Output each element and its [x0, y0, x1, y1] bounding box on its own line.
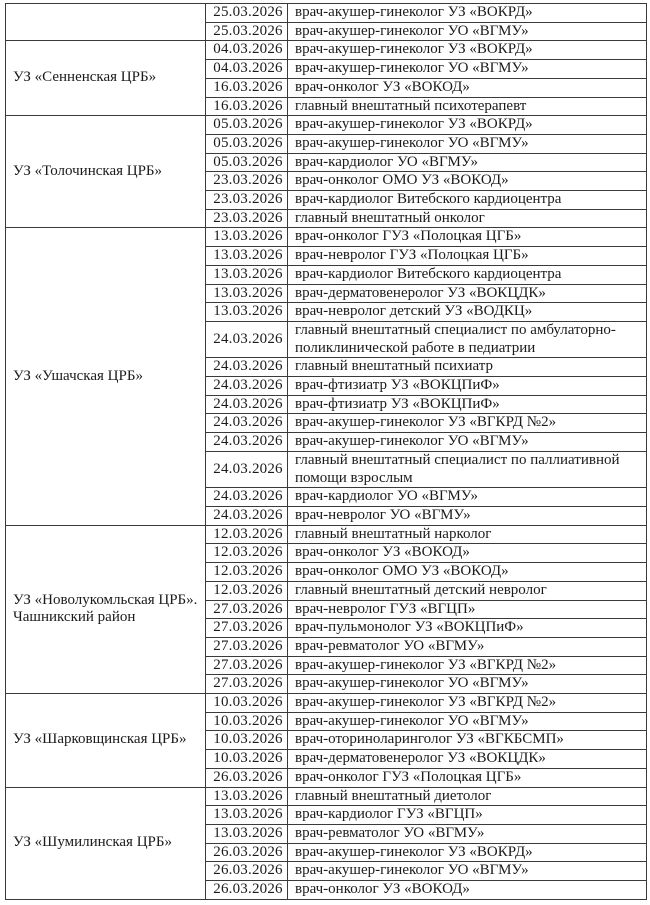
- facility-cell: УЗ «Толочинская ЦРБ»: [6, 116, 206, 228]
- visit-date-cell: 23.03.2026: [206, 172, 288, 191]
- specialist-cell: главный внештатный специалист по паллиативной помощи взрослым: [288, 451, 647, 487]
- visit-date-cell: 24.03.2026: [206, 321, 288, 357]
- visit-date-cell: 13.03.2026: [206, 824, 288, 843]
- visit-date-cell: 25.03.2026: [206, 22, 288, 41]
- specialist-cell: врач-фтизиатр УЗ «ВОКЦПиФ»: [288, 377, 647, 396]
- visit-date-cell: 26.03.2026: [206, 881, 288, 900]
- visit-date-cell: 24.03.2026: [206, 506, 288, 525]
- visit-date-cell: 24.03.2026: [206, 395, 288, 414]
- specialist-cell: врач-акушер-гинеколог УЗ «ВГКРД №2»: [288, 414, 647, 433]
- visit-date-cell: 27.03.2026: [206, 656, 288, 675]
- specialist-cell: врач-дерматовенеролог УЗ «ВОКЦДК»: [288, 284, 647, 303]
- specialist-cell: врач-ревматолог УО «ВГМУ»: [288, 824, 647, 843]
- visit-date-cell: 13.03.2026: [206, 787, 288, 806]
- specialist-cell: врач-онколог ГУЗ «Полоцкая ЦГБ»: [288, 768, 647, 787]
- visit-date-cell: 10.03.2026: [206, 712, 288, 731]
- facility-cell: УЗ «Шарковщинская ЦРБ»: [6, 694, 206, 788]
- specialist-cell: врач-акушер-гинеколог УЗ «ВОКРД»: [288, 843, 647, 862]
- visit-date-cell: 24.03.2026: [206, 433, 288, 452]
- specialist-cell: врач-акушер-гинеколог УЗ «ВОКРД»: [288, 41, 647, 60]
- visit-date-cell: 16.03.2026: [206, 78, 288, 97]
- visit-date-cell: 25.03.2026: [206, 4, 288, 23]
- table-row: [6, 41, 647, 60]
- specialist-cell: врач-онколог ОМО УЗ «ВОКОД»: [288, 172, 647, 191]
- specialist-cell: главный внештатный психиатр: [288, 358, 647, 377]
- specialist-cell: главный внештатный психотерапевт: [288, 97, 647, 116]
- visit-date-cell: 10.03.2026: [206, 731, 288, 750]
- visit-date-cell: 26.03.2026: [206, 768, 288, 787]
- facility-cell: [6, 4, 206, 41]
- specialist-cell: врач-акушер-гинеколог УЗ «ВОКРД»: [288, 4, 647, 23]
- specialist-cell: врач-невролог ГУЗ «ВГЦП»: [288, 600, 647, 619]
- visit-date-cell: 23.03.2026: [206, 209, 288, 228]
- visit-date-cell: 13.03.2026: [206, 284, 288, 303]
- specialist-cell: врач-онколог УЗ «ВОКОД»: [288, 78, 647, 97]
- specialist-cell: главный внештатный онколог: [288, 209, 647, 228]
- visit-date-cell: 10.03.2026: [206, 694, 288, 713]
- schedule-table-body: [6, 4, 647, 900]
- specialist-cell: врач-акушер-гинеколог УЗ «ВГКРД №2»: [288, 694, 647, 713]
- facility-cell: УЗ «Сенненская ЦРБ»: [6, 41, 206, 116]
- facility-cell: УЗ «Шумилинская ЦРБ»: [6, 787, 206, 899]
- facility-cell: УЗ «Ушачская ЦРБ»: [6, 228, 206, 525]
- visit-date-cell: 05.03.2026: [206, 153, 288, 172]
- visit-date-cell: 12.03.2026: [206, 563, 288, 582]
- specialist-cell: врач-акушер-гинеколог УО «ВГМУ»: [288, 675, 647, 694]
- visit-date-cell: 16.03.2026: [206, 97, 288, 116]
- visit-date-cell: 10.03.2026: [206, 750, 288, 769]
- facility-cell: УЗ «Новолукомльская ЦРБ». Чашникский район: [6, 525, 206, 693]
- visit-date-cell: 27.03.2026: [206, 619, 288, 638]
- specialist-cell: врач-онколог ОМО УЗ «ВОКОД»: [288, 563, 647, 582]
- specialist-cell: главный внештатный диетолог: [288, 787, 647, 806]
- table-row: [6, 525, 647, 544]
- visit-date-cell: 24.03.2026: [206, 377, 288, 396]
- visit-date-cell: 05.03.2026: [206, 116, 288, 135]
- visit-date-cell: 12.03.2026: [206, 544, 288, 563]
- visit-date-cell: 24.03.2026: [206, 414, 288, 433]
- visit-date-cell: 24.03.2026: [206, 451, 288, 487]
- visit-schedule-table: [5, 3, 647, 900]
- table-row: [6, 116, 647, 135]
- visit-date-cell: 04.03.2026: [206, 41, 288, 60]
- visit-date-cell: 12.03.2026: [206, 525, 288, 544]
- visit-date-cell: 26.03.2026: [206, 843, 288, 862]
- table-row: [6, 694, 647, 713]
- specialist-cell: врач-кардиолог УО «ВГМУ»: [288, 153, 647, 172]
- specialist-cell: врач-дерматовенеролог УЗ «ВОКЦДК»: [288, 750, 647, 769]
- specialist-cell: врач-ревматолог УО «ВГМУ»: [288, 637, 647, 656]
- specialist-cell: врач-кардиолог УО «ВГМУ»: [288, 488, 647, 507]
- specialist-cell: врач-онколог УЗ «ВОКОД»: [288, 881, 647, 900]
- specialist-cell: врач-акушер-гинеколог УО «ВГМУ»: [288, 712, 647, 731]
- specialist-cell: врач-онколог УЗ «ВОКОД»: [288, 544, 647, 563]
- specialist-cell: врач-акушер-гинеколог УО «ВГМУ»: [288, 134, 647, 153]
- specialist-cell: врач-акушер-гинеколог УО «ВГМУ»: [288, 433, 647, 452]
- visit-date-cell: 13.03.2026: [206, 247, 288, 266]
- specialist-cell: врач-невролог детский УЗ «ВОДКЦ»: [288, 303, 647, 322]
- visit-date-cell: 13.03.2026: [206, 303, 288, 322]
- visit-date-cell: 27.03.2026: [206, 600, 288, 619]
- specialist-cell: врач-кардиолог Витебского кардиоцентра: [288, 191, 647, 210]
- visit-date-cell: 24.03.2026: [206, 488, 288, 507]
- visit-date-cell: 13.03.2026: [206, 228, 288, 247]
- specialist-cell: врач-онколог ГУЗ «Полоцкая ЦГБ»: [288, 228, 647, 247]
- specialist-cell: главный внештатный нарколог: [288, 525, 647, 544]
- table-row: [6, 228, 647, 247]
- table-row: [6, 4, 647, 23]
- specialist-cell: врач-акушер-гинеколог УЗ «ВГКРД №2»: [288, 656, 647, 675]
- visit-date-cell: 04.03.2026: [206, 60, 288, 79]
- specialist-cell: врач-кардиолог ГУЗ «ВГЦП»: [288, 806, 647, 825]
- specialist-cell: главный внештатный детский невролог: [288, 581, 647, 600]
- visit-date-cell: 05.03.2026: [206, 134, 288, 153]
- specialist-cell: врач-невролог ГУЗ «Полоцкая ЦГБ»: [288, 247, 647, 266]
- visit-date-cell: 24.03.2026: [206, 358, 288, 377]
- specialist-cell: врач-акушер-гинеколог УО «ВГМУ»: [288, 22, 647, 41]
- specialist-cell: врач-кардиолог Витебского кардиоцентра: [288, 265, 647, 284]
- visit-date-cell: 13.03.2026: [206, 806, 288, 825]
- visit-date-cell: 13.03.2026: [206, 265, 288, 284]
- specialist-cell: врач-невролог УО «ВГМУ»: [288, 506, 647, 525]
- specialist-cell: врач-фтизиатр УЗ «ВОКЦПиФ»: [288, 395, 647, 414]
- visit-date-cell: 27.03.2026: [206, 637, 288, 656]
- specialist-cell: врач-акушер-гинеколог УО «ВГМУ»: [288, 60, 647, 79]
- specialist-cell: главный внештатный специалист по амбулаторно-поликлинической работе в педиатрии: [288, 321, 647, 357]
- specialist-cell: врач-акушер-гинеколог УО «ВГМУ»: [288, 862, 647, 881]
- visit-date-cell: 12.03.2026: [206, 581, 288, 600]
- visit-date-cell: 26.03.2026: [206, 862, 288, 881]
- specialist-cell: врач-оториноларинголог УЗ «ВГКБСМП»: [288, 731, 647, 750]
- visit-date-cell: 27.03.2026: [206, 675, 288, 694]
- specialist-cell: врач-акушер-гинеколог УЗ «ВОКРД»: [288, 116, 647, 135]
- visit-date-cell: 23.03.2026: [206, 191, 288, 210]
- table-row: [6, 787, 647, 806]
- specialist-cell: врач-пульмонолог УЗ «ВОКЦПиФ»: [288, 619, 647, 638]
